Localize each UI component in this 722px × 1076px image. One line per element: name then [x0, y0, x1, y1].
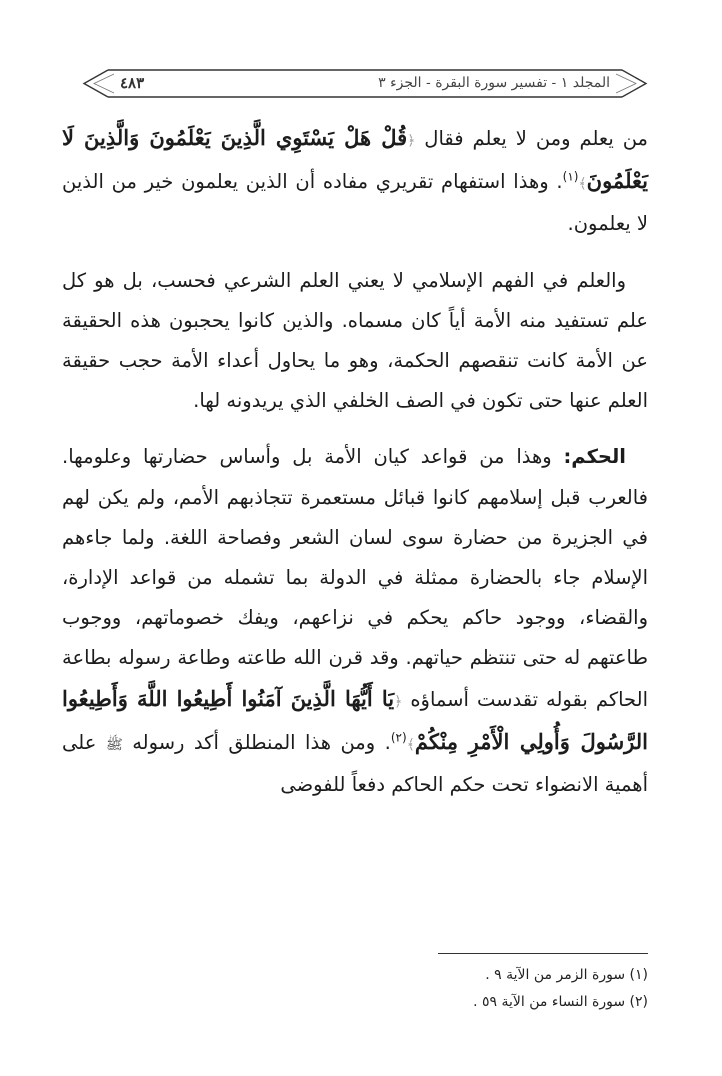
- quran-open-bracket-icon: ﴿: [394, 693, 403, 710]
- paragraph-1: [62, 118, 648, 245]
- footnote-ref-1: (١): [562, 169, 579, 184]
- footnote-ref-2: (٢): [390, 730, 407, 745]
- quran-close-bracket-icon: ﴾: [406, 736, 415, 753]
- page-number: ٤٨٣: [120, 74, 145, 92]
- footnotes: [68, 962, 648, 1016]
- p3-text-3: على أهمية الانضواء تحت حكم الحاكم دفعاً للفوضى: [62, 730, 648, 797]
- running-title: المجلد ١ - تفسير سورة البقرة - الجزء ٣: [378, 75, 610, 91]
- p1-rest: . وهذا استفهام تقريري مفاده أن الذين يعلمون خير من الذين لا يعلمون.: [62, 170, 648, 236]
- footnote-divider: [438, 953, 648, 954]
- paragraph-3: [62, 437, 648, 805]
- quran-verse-1: قُلْ هَلْ يَسْتَوِي الَّذِينَ يَعْلَمُونَ وَالَّذِينَ لَا يَعْلَمُونَ: [62, 125, 648, 194]
- footnote-2: (٢) سورة النساء من الآية ٥٩ .: [473, 994, 648, 1010]
- main-text: [62, 118, 648, 958]
- term-hukm: الحكم:: [563, 445, 626, 469]
- quran-close-bracket-icon: ﴾: [578, 176, 587, 193]
- quran-open-bracket-icon: ﴿: [407, 133, 416, 149]
- p3-text-1: وهذا من قواعد كيان الأمة بل وأساس حضارتها وعلومها. فالعرب قبل إسلامهم كانوا قبائل مستعمرة تتجاذبهم الأمم، ولم يكن لهم في الجزيرة من حضارة سوى لسان الشعر وفصاحة اللغة. ولما جاءهم الإسلام جاء بالحضارة ممثلة في الدولة بما تشمله من قواعد الإدارة، والقضاء، ووجود حاكم يحكم في نزاعهم، ويفك خصوماتهم، ووجوب طاعتهم له حتى تنتظم حياتهم. وقد قرن الله طاعته وطاعة رسوله بطاعة الحاكم بقوله تقدست أسماؤه: [62, 445, 648, 711]
- p1-intro: من يعلم ومن لا يعلم فقال: [415, 127, 648, 150]
- salla-honorific-icon: ﷺ: [105, 736, 123, 753]
- footnote-1: (١) سورة الزمر من الآية ٩ .: [485, 967, 648, 983]
- quran-verse-2: يَا أَيُّهَا الَّذِينَ آمَنُوا أَطِيعُوا اللَّهَ وَأَطِيعُوا الرَّسُولَ وَأُولِي الْأَمْرِ مِنْكُمْ: [62, 685, 649, 754]
- page-header: [80, 66, 650, 102]
- p3-text-2: . ومن هذا المنطلق أكد رسوله: [122, 730, 391, 754]
- paragraph-2: والعلم في الفهم الإسلامي لا يعني العلم الشرعي فحسب، بل هو كل علم تستفيد منه الأمة أياً كان مسماه. والذين كانوا يحجبون هذه الحقيقة عن الأمة كانت تنقصهم الحكمة، وهو ما يحاول أعداء الأمة حجب حقيقة العلم عنها حتى تكون في الصف الخلفي الذي يريدونه لها.: [62, 268, 648, 413]
